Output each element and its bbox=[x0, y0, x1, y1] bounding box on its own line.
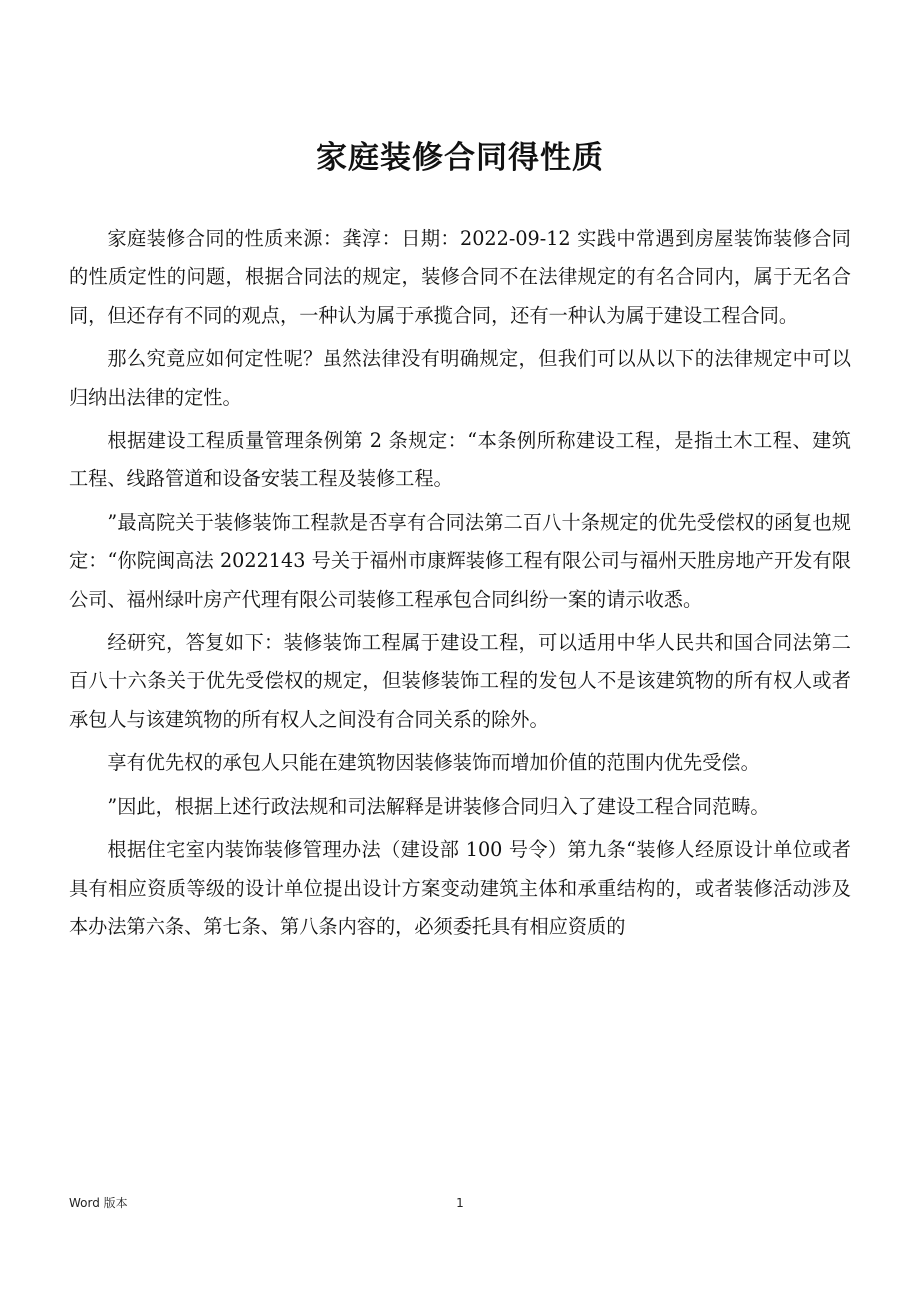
document-title: 家庭装修合同得性质 bbox=[316, 140, 604, 176]
paragraph: 根据建设工程质量管理条例第 2 条规定：“本条例所称建设工程，是指土木工程、建筑工程、线路管道和设备安装工程及装修工程。 bbox=[69, 429, 851, 491]
paragraph: 家庭装修合同的性质来源：龚淳：日期：2022-09-12 实践中常遇到房屋装饰装修合同的性质定性的问题，根据合同法的规定，装修合同不在法律规定的有名合同内，属于无名合同，但还存有不同的观点，一种认为属于承揽合同，还有一种认为属于建设工程合同。 bbox=[69, 227, 851, 327]
paragraph: 享有优先权的承包人只能在建筑物因装修装饰而增加价值的范围内优先受偿。 bbox=[107, 751, 760, 775]
paragraph: 根据住宅室内装饰装修管理办法（建设部 100 号令）第九条“装修人经原设计单位或者具有相应资质等级的设计单位提出设计方案变动建筑主体和承重结构的，或者装修活动涉及本办法第六条、第七条、第八条内容的，必须委托具有相应资质的 bbox=[69, 838, 851, 938]
paragraph: 经研究，答复如下：装修装饰工程属于建设工程，可以适用中华人民共和国合同法第二百八十六条关于优先受偿权的规定，但装修装饰工程的发包人不是该建筑物的所有权人或者承包人与该建筑物的所有权人之间没有合同关系的除外。 bbox=[69, 631, 851, 731]
document-body bbox=[69, 220, 851, 946]
paragraph: ”最高院关于装修装饰工程款是否享有合同法第二百八十条规定的优先受偿权的函复也规定：“你院闽高法 2022143 号关于福州市康辉装修工程有限公司与福州天胜房地产开发有限公司、福州绿叶房产代理有限公司装修工程承包合同纠纷一案的请示收悉。 bbox=[69, 510, 851, 611]
paragraph: 那么究竟应如何定性呢？虽然法律没有明确规定，但我们可以从以下的法律规定中可以归纳出法律的定性。 bbox=[69, 347, 851, 409]
footer-label: Word 版本 bbox=[69, 1196, 128, 1210]
paragraph: ”因此，根据上述行政法规和司法解释是讲装修合同归入了建设工程合同范畴。 bbox=[107, 794, 770, 818]
page-number: 1 bbox=[456, 1196, 464, 1210]
